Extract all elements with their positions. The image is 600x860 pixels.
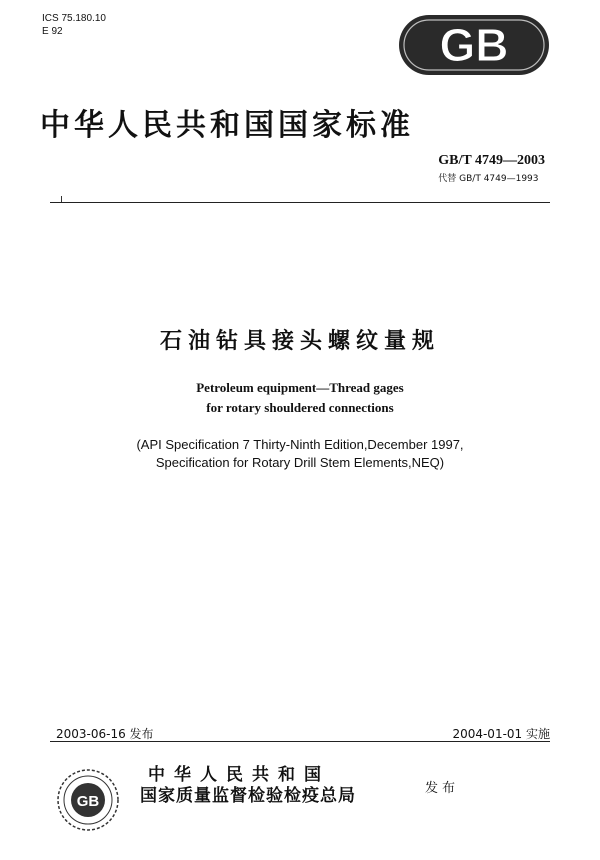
issue-date: 2003-06-16 发布 — [56, 727, 154, 741]
seal-text: GB — [76, 793, 100, 810]
issuer-line1: 中华人民共和国 — [148, 765, 330, 785]
gb-logo-icon — [398, 14, 550, 76]
title-english-line2: for rotary shouldered connections — [206, 400, 394, 415]
ics-code: ICS 75.180.10 — [42, 13, 106, 24]
publish-label: 发布 — [425, 781, 460, 796]
issuer-block — [140, 765, 356, 807]
standard-number: GB/T 4749—2003 — [438, 153, 545, 168]
classification-codes — [42, 12, 106, 38]
title-english — [0, 378, 600, 418]
gb-logo-text: GB — [439, 19, 509, 71]
title-chinese: 石油钻具接头螺纹量规 — [159, 329, 440, 354]
title-english-line1: Petroleum equipment—Thread gages — [196, 380, 404, 395]
standard-number-block — [438, 153, 545, 184]
implementation-date: 2004-01-01 实施 — [452, 727, 550, 741]
issuer-line2: 国家质量监督检验检疫总局 — [140, 786, 356, 806]
reference-line1: (API Specification 7 Thirty-Ninth Edition,December 1997, — [136, 437, 464, 452]
reference-line2: Specification for Rotary Drill Stem Elements,NEQ) — [155, 455, 445, 470]
replaces-note: 代替 GB/T 4749—1993 — [438, 174, 539, 184]
bottom-divider — [50, 741, 550, 742]
reference-standard — [0, 436, 600, 472]
ccs-code: E 92 — [42, 26, 63, 37]
seal-icon — [56, 768, 120, 832]
top-divider — [50, 202, 550, 203]
standard-type-title: 中华人民共和国国家标准 — [40, 108, 414, 143]
